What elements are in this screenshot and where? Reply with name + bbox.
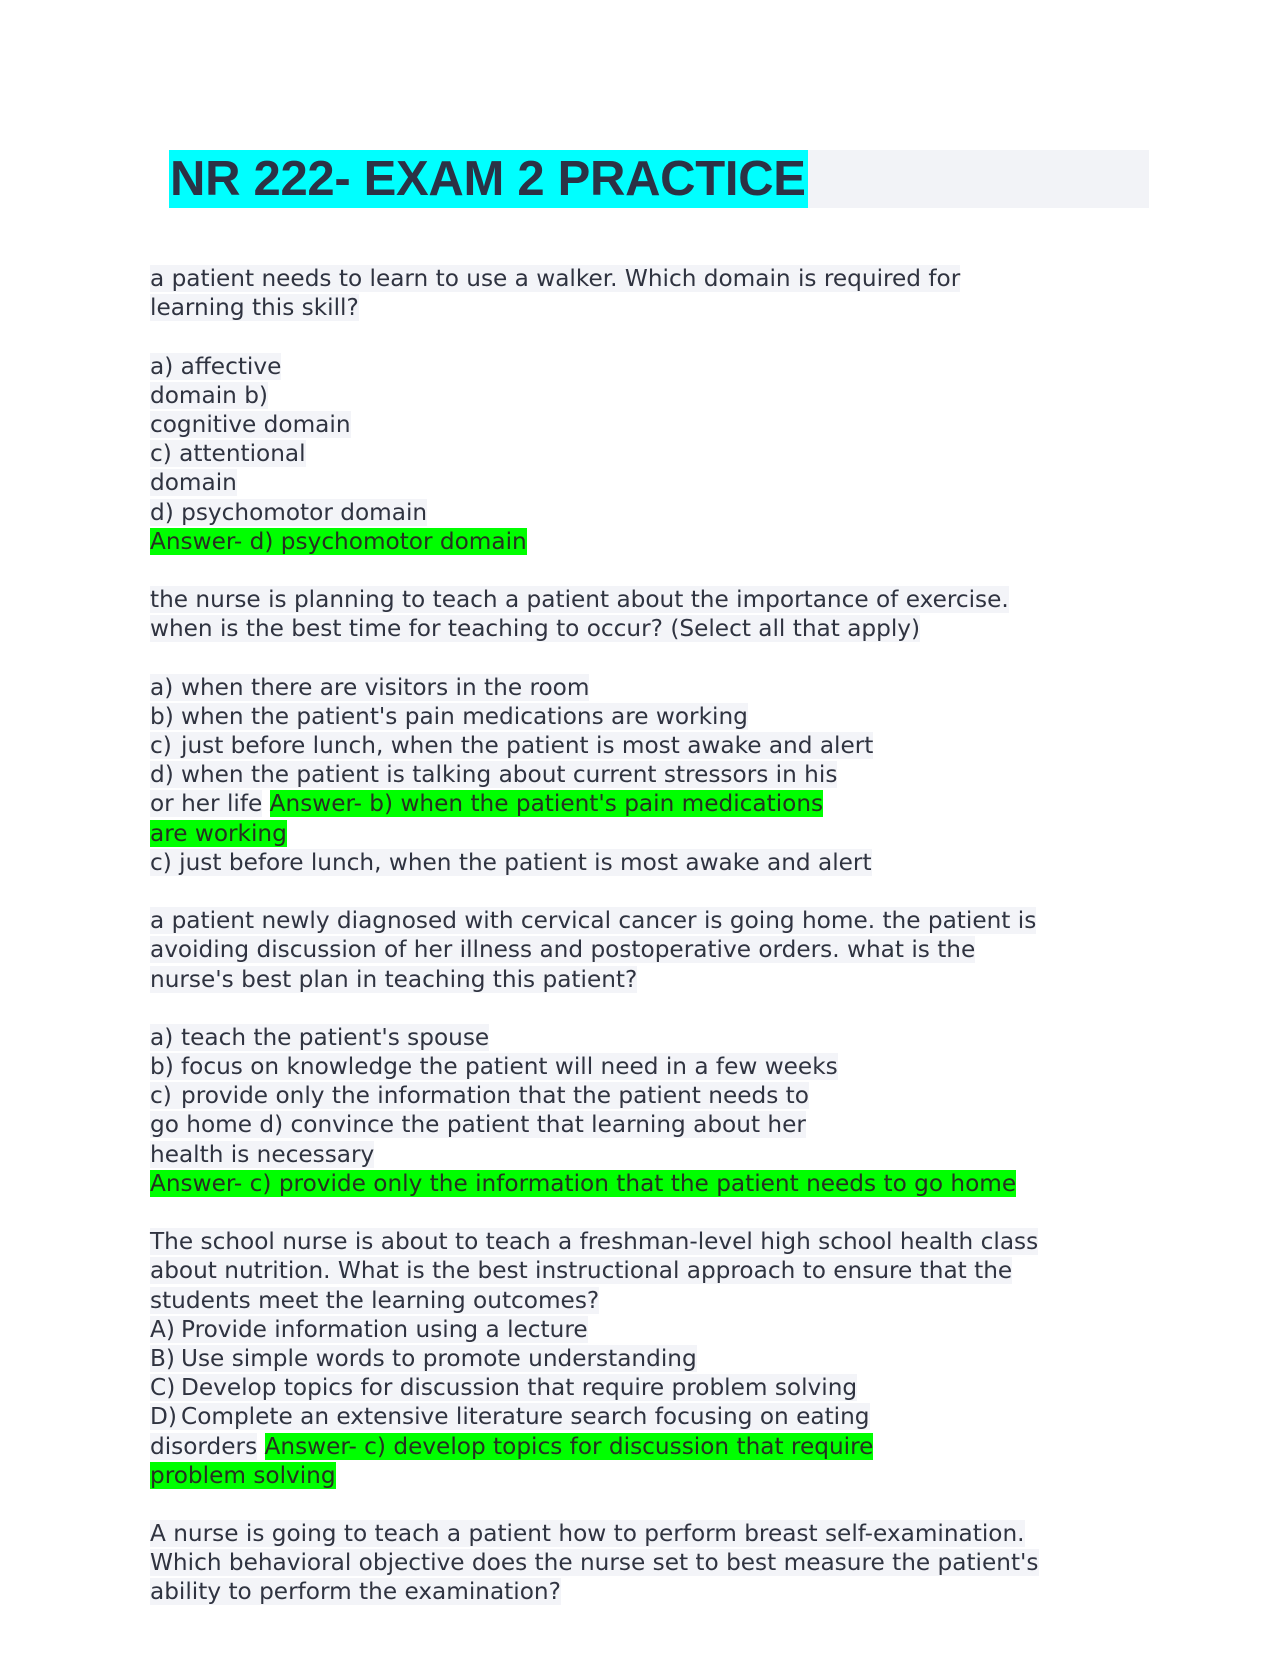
answer-highlight: are working	[150, 819, 287, 847]
answer-line: c) just before lunch, when the patient is most awake and alert	[150, 848, 872, 876]
question-1	[150, 264, 1150, 556]
question-stem-line: a patient newly diagnosed with cervical cancer is going home. the patient is	[150, 907, 1037, 935]
question-stem-line: ability to perform the examination?	[150, 1578, 561, 1606]
answer-highlight: Answer- d) psychomotor domain	[150, 527, 527, 555]
question-4	[150, 1227, 1150, 1490]
option-marker: a)	[150, 673, 174, 701]
option-line	[150, 1053, 838, 1080]
option-line	[150, 674, 589, 701]
option-marker: D)	[150, 1403, 177, 1431]
answer-highlight: problem solving	[150, 1461, 336, 1489]
option-marker: A)	[150, 1315, 175, 1343]
option-text: Use simple words to promote understanding	[181, 1344, 697, 1372]
option-text: Complete an extensive literature search focusing on eating	[181, 1403, 870, 1431]
question-stem-line: students meet the learning outcomes?	[150, 1286, 600, 1314]
option-line: go home d) convince the patient that learning about her	[150, 1111, 806, 1139]
question-stem-line: The school nurse is about to teach a freshman-level high school health class	[150, 1228, 1039, 1256]
option-marker: c)	[150, 732, 172, 759]
question-stem-line: about nutrition. What is the best instructional approach to ensure that the	[150, 1257, 1013, 1285]
option-tail: disorders	[150, 1432, 258, 1460]
option-marker: C)	[150, 1374, 176, 1402]
option-line	[150, 703, 748, 730]
option-line	[150, 1374, 857, 1401]
option-line: domain	[150, 469, 237, 497]
option-marker: b)	[150, 702, 174, 730]
option-line: domain b)	[150, 381, 268, 409]
option-text: Develop topics for discussion that require problem solving	[181, 1374, 858, 1402]
option-line	[150, 732, 873, 759]
option-line	[150, 1316, 588, 1343]
option-line: a) affective	[150, 352, 282, 380]
question-stem-line: avoiding discussion of her illness and postoperative orders. what is the	[150, 936, 976, 964]
option-marker: b)	[150, 1053, 174, 1081]
option-marker: B)	[150, 1344, 175, 1372]
option-text: when the patient's pain medications are working	[181, 702, 748, 730]
document-body	[150, 264, 1150, 1607]
option-marker: c)	[150, 1082, 172, 1110]
question-stem-line: when is the best time for teaching to occur? (Select all that apply)	[150, 615, 921, 643]
option-text: when there are visitors in the room	[181, 673, 590, 701]
question-stem-line: a patient needs to learn to use a walker. Which domain is required for	[150, 265, 961, 292]
question-stem-line: Which behavioral objective does the nurse set to best measure the patient's	[150, 1549, 1039, 1577]
option-line: c) attentional	[150, 440, 306, 468]
answer-highlight: Answer- c) develop topics for discussion that require	[264, 1432, 874, 1460]
option-line: d) psychomotor domain	[150, 498, 428, 526]
question-stem-line: nurse's best plan in teaching this patient?	[150, 965, 638, 993]
option-tail: or her life	[150, 790, 263, 818]
question-stem-line: learning this skill?	[150, 294, 359, 322]
question-5	[150, 1519, 1150, 1607]
option-text: when the patient is talking about current stressors in his	[181, 761, 838, 789]
document-title: NR 222- EXAM 2 PRACTICE	[170, 152, 806, 206]
option-text: Provide information using a lecture	[181, 1315, 588, 1343]
option-line	[150, 1024, 489, 1051]
question-3	[150, 906, 1150, 1198]
question-stem-line: the nurse is planning to teach a patient about the importance of exercise.	[150, 586, 1009, 614]
option-text: just before lunch, when the patient is most awake and alert	[181, 732, 874, 759]
option-marker: d)	[150, 761, 174, 789]
option-text: teach the patient's spouse	[181, 1023, 490, 1051]
question-stem-line: A nurse is going to teach a patient how to perform breast self-examination.	[150, 1520, 1025, 1548]
question-2	[150, 585, 1150, 877]
option-line	[150, 1082, 809, 1109]
option-line	[150, 1345, 697, 1372]
option-marker: a)	[150, 1023, 174, 1051]
option-line	[150, 1403, 870, 1430]
option-line: health is necessary	[150, 1140, 375, 1168]
answer-highlight: Answer- b) when the patient's pain medications	[269, 790, 824, 818]
option-line	[150, 761, 837, 788]
option-text: focus on knowledge the patient will need in a few weeks	[181, 1053, 838, 1081]
option-line: cognitive domain	[150, 410, 351, 438]
option-text: provide only the information that the patient needs to	[181, 1082, 809, 1110]
answer-highlight: Answer- c) provide only the information that the patient needs to go home	[150, 1169, 1017, 1197]
